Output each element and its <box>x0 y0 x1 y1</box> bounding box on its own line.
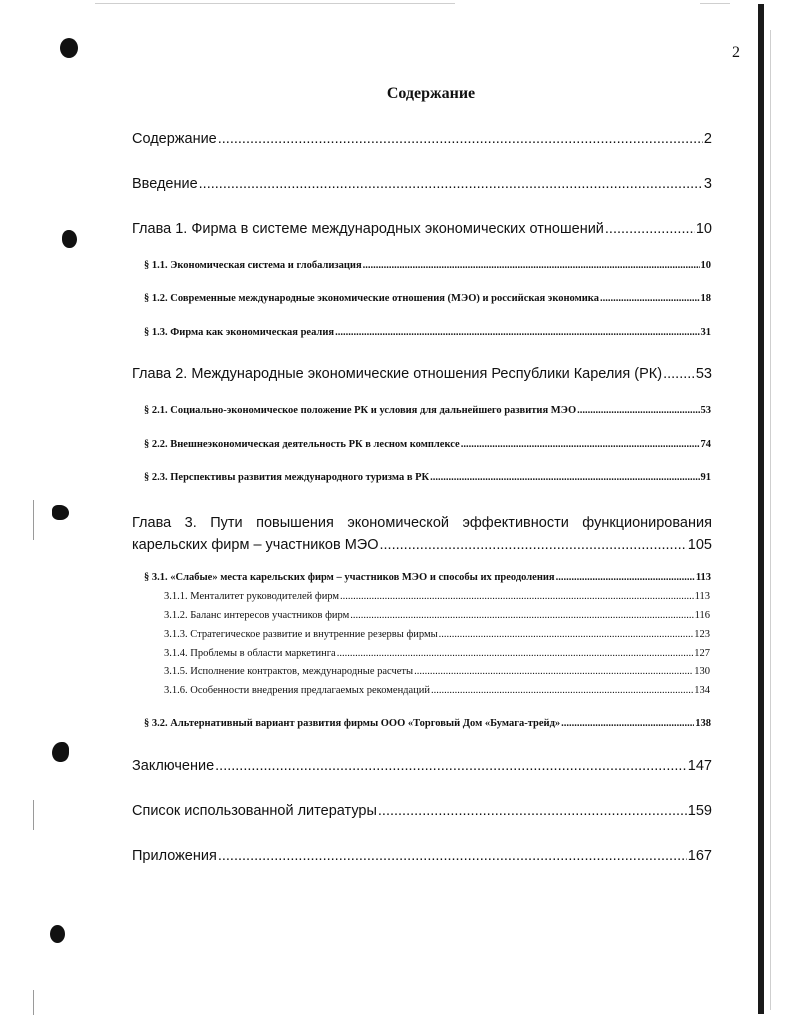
toc-entry-title: § 2.3. Перспективы развития международного туризма в РК <box>144 472 430 483</box>
toc-entry-section-1-2[interactable] <box>144 293 711 304</box>
scan-right-edge-line <box>770 30 771 1010</box>
toc-entry-title: Список использованной литературы <box>132 803 377 819</box>
toc-entry-appendices[interactable] <box>132 848 712 864</box>
toc-entry-page: 127 <box>694 648 710 659</box>
toc-entry-section-3-1[interactable] <box>144 572 711 583</box>
toc-entry-title: 3.1.1. Менталитет руководителей фирм <box>164 591 340 602</box>
toc-entry-intro[interactable] <box>132 176 712 192</box>
leader-dots <box>556 572 695 583</box>
toc-entry-page: 91 <box>700 472 711 483</box>
toc-entry-section-3-2[interactable] <box>144 718 711 729</box>
toc-entry-title: § 3.2. Альтернативный вариант развития фирмы ООО «Торговый Дом «Бумага-трейд» <box>144 718 561 729</box>
toc-entry-section-2-1[interactable] <box>144 405 711 416</box>
leader-dots <box>335 327 699 338</box>
leader-dots <box>439 629 694 640</box>
leader-dots <box>350 610 693 621</box>
toc-entry-page: 53 <box>695 366 712 382</box>
leader-dots <box>605 221 695 237</box>
toc-entry-page: 116 <box>694 610 710 621</box>
toc-entry-page: 134 <box>694 685 710 696</box>
toc-entry-title: 3.1.6. Особенности внедрения предлагаемых рекомендаций <box>164 685 431 696</box>
toc-entry-page: 2 <box>703 131 712 147</box>
toc-entry-page: 113 <box>694 591 710 602</box>
toc-entry-page: 10 <box>700 260 711 271</box>
toc-entry-page: 18 <box>700 293 711 304</box>
toc-entry-subsection-3-1-3[interactable] <box>164 629 710 640</box>
scan-top-edge <box>95 3 455 4</box>
leader-dots <box>663 366 695 382</box>
toc-entry-page: 74 <box>700 439 711 450</box>
toc-entry-conclusion[interactable] <box>132 758 712 774</box>
toc-entry-page: 113 <box>695 572 711 583</box>
leader-dots <box>431 685 693 696</box>
scan-margin-mark <box>33 500 34 540</box>
toc-entry-title: 3.1.5. Исполнение контрактов, международные расчеты <box>164 666 414 677</box>
punch-hole-mark <box>62 230 77 248</box>
punch-hole-mark <box>52 505 69 520</box>
chapter-3-title-line-1 <box>132 512 712 534</box>
toc-entry-title: § 1.2. Современные международные экономические отношения (МЭО) и российская экономика <box>144 293 599 304</box>
leader-dots <box>199 176 703 192</box>
scan-top-edge-right <box>700 3 730 4</box>
title-word: функционирования <box>582 515 712 531</box>
leader-dots <box>340 591 694 602</box>
toc-entry-page: 10 <box>695 221 712 237</box>
punch-hole-mark <box>60 38 78 58</box>
toc-entry-title: § 2.1. Социально-экономическое положение РК и условия для дальнейшего развития МЭО <box>144 405 577 416</box>
toc-entry-subsection-3-1-4[interactable] <box>164 648 710 659</box>
leader-dots <box>561 718 694 729</box>
leader-dots <box>363 260 700 271</box>
toc-entry-title: Глава 1. Фирма в системе международных экономических отношений <box>132 221 604 237</box>
toc-entry-section-1-1[interactable] <box>144 260 711 271</box>
leader-dots <box>600 293 700 304</box>
scan-margin-mark <box>33 990 34 1015</box>
toc-entry-page: 167 <box>687 848 712 864</box>
toc-entry-title: 3.1.4. Проблемы в области маркетинга <box>164 648 336 659</box>
scan-margin-mark <box>33 800 34 830</box>
toc-entry-page: 3 <box>703 176 712 192</box>
toc-entry-contents[interactable] <box>132 131 712 147</box>
toc-entry-title: Глава 2. Международные экономические отношения Республики Карелия (РК) <box>132 366 663 382</box>
leader-dots <box>218 131 703 147</box>
toc-entry-page: 105 <box>687 537 712 553</box>
toc-entry-page: 130 <box>694 666 710 677</box>
leader-dots <box>430 472 699 483</box>
toc-entry-section-2-3[interactable] <box>144 472 711 483</box>
toc-entry-title: § 2.2. Внешнеэкономическая деятельность РК в лесном комплексе <box>144 439 460 450</box>
page-title: Содержание <box>386 85 476 102</box>
toc-entry-subsection-3-1-1[interactable] <box>164 591 710 602</box>
title-word: экономической <box>347 515 449 531</box>
leader-dots <box>215 758 687 774</box>
punch-hole-mark <box>52 742 69 762</box>
toc-entry-title: 3.1.3. Стратегическое развитие и внутренние резервы фирмы <box>164 629 438 640</box>
title-word: эффективности <box>462 515 569 531</box>
toc-entry-title: § 1.3. Фирма как экономическая реалия <box>144 327 335 338</box>
toc-entry-page: 53 <box>700 405 711 416</box>
toc-entry-page: 147 <box>687 758 712 774</box>
leader-dots <box>380 534 687 556</box>
toc-entry-section-1-3[interactable] <box>144 327 711 338</box>
title-word: Глава <box>132 515 172 531</box>
toc-entry-title: Содержание <box>132 131 217 147</box>
toc-entry-title: Введение <box>132 176 198 192</box>
page-number: 2 <box>732 44 740 61</box>
toc-entry-chapter-3[interactable] <box>132 512 712 556</box>
toc-entry-chapter-1[interactable] <box>132 221 712 237</box>
leader-dots <box>218 848 687 864</box>
chapter-3-title-line-2 <box>132 534 712 556</box>
toc-entry-page: 123 <box>694 629 710 640</box>
scan-right-edge-shadow <box>758 4 764 1014</box>
title-word: повышения <box>256 515 334 531</box>
toc-entry-subsection-3-1-6[interactable] <box>164 685 710 696</box>
leader-dots <box>577 405 699 416</box>
leader-dots <box>378 803 687 819</box>
punch-hole-mark <box>50 925 65 943</box>
toc-entry-subsection-3-1-2[interactable] <box>164 610 710 621</box>
leader-dots <box>337 648 694 659</box>
toc-entry-section-2-2[interactable] <box>144 439 711 450</box>
title-word: Пути <box>210 515 243 531</box>
toc-entry-title: Заключение <box>132 758 215 774</box>
toc-entry-page: 159 <box>687 803 712 819</box>
toc-entry-title: § 1.1. Экономическая система и глобализация <box>144 260 362 271</box>
toc-entry-chapter-2[interactable] <box>132 366 712 382</box>
toc-entry-title: Приложения <box>132 848 217 864</box>
toc-entry-references[interactable] <box>132 803 712 819</box>
toc-entry-title: § 3.1. «Слабые» места карельских фирм – участников МЭО и способы их преодоления <box>144 572 555 583</box>
toc-entry-title: 3.1.2. Баланс интересов участников фирм <box>164 610 350 621</box>
toc-entry-subsection-3-1-5[interactable] <box>164 666 710 677</box>
toc-entry-page: 31 <box>700 327 711 338</box>
toc-entry-page: 138 <box>695 718 711 729</box>
leader-dots <box>414 666 693 677</box>
title-word: 3. <box>184 515 197 531</box>
leader-dots <box>461 439 700 450</box>
toc-entry-title: карельских фирм – участников МЭО <box>132 537 379 553</box>
